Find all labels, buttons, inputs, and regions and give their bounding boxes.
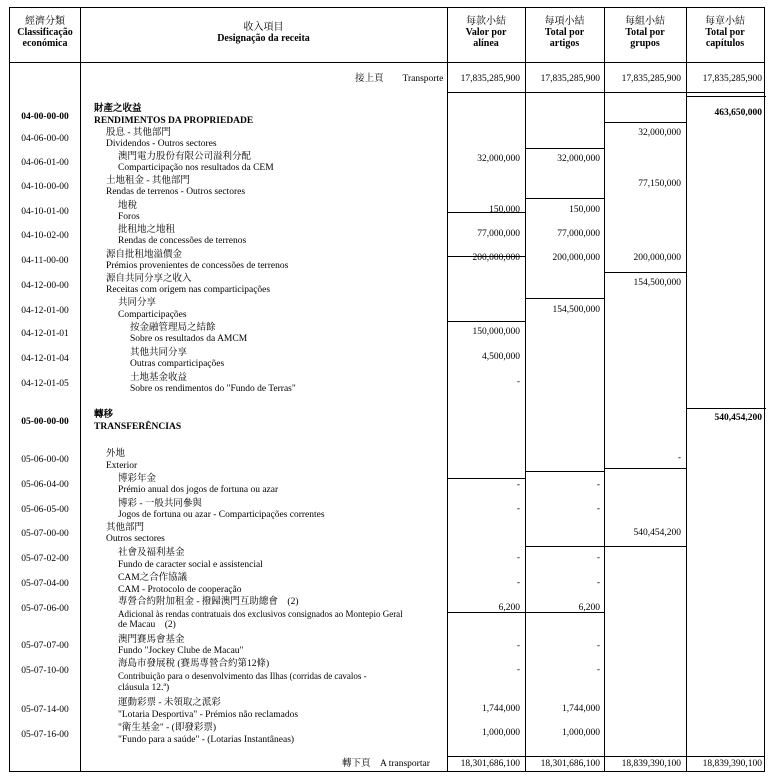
- header-col1: [447, 8, 525, 64]
- item-title-zh: 博彩年金: [118, 474, 157, 484]
- item-title-pt: Exterior: [106, 461, 138, 471]
- header-label-zh: 收入項目: [243, 22, 284, 33]
- item-title-zh: 其他共同分享: [130, 348, 188, 358]
- classification-code: 05-07-06-00: [21, 604, 69, 614]
- group-total: 200,000,000: [633, 253, 681, 263]
- classification-code: 05-07-14-00: [21, 705, 69, 715]
- classification-code: 05-06-04-00: [21, 480, 69, 490]
- article-total: 32,000,000: [557, 154, 600, 164]
- transport-value: 17,835,285,900: [460, 74, 520, 84]
- classification-code: 04-12-00-00: [21, 281, 69, 291]
- classification-code: 05-07-07-00: [21, 641, 69, 651]
- alinea-value: -: [516, 377, 520, 387]
- article-total: 154,500,000: [552, 305, 600, 315]
- item-title-pt: Comparticipação nos resultados da CEM: [118, 163, 274, 173]
- item-title-pt: de Macau (2): [118, 620, 176, 630]
- item-title-zh: 源自批租地溢價金: [106, 250, 183, 260]
- item-title-zh: 股息 - 其他部門: [106, 128, 171, 138]
- column-divider: [80, 8, 81, 771]
- alinea-value: -: [516, 480, 520, 490]
- item-title-pt: "Fundo para a saúde" - (Lotarias Instantâneas): [118, 735, 295, 745]
- item-title-zh: "衛生基金" - (即發彩票): [118, 723, 216, 733]
- header-label-zh: 每款小結: [466, 16, 506, 27]
- item-title-zh: 澳門賽馬會基金: [118, 635, 185, 645]
- item-title-zh: 澳門電力股份有限公司溢利分配: [118, 152, 252, 162]
- item-title-pt: Receitas com origem nas comparticipações: [106, 285, 271, 295]
- item-title-zh: 批租地之地租: [118, 225, 176, 235]
- article-total: 150,000: [569, 205, 600, 215]
- transport-rule: [448, 756, 764, 757]
- item-title-zh: 外地: [106, 449, 126, 459]
- classification-code: 05-06-05-00: [21, 505, 69, 515]
- article-total: -: [596, 553, 600, 563]
- transport-value: 18,301,686,100: [540, 759, 600, 769]
- header-col2: [525, 8, 604, 64]
- classification-code: 04-10-00-00: [21, 182, 69, 192]
- item-title-zh: 博彩 - 一般共同參與: [118, 499, 202, 509]
- column-divider: [686, 8, 687, 771]
- classification-code: 05-00-00-00: [21, 417, 69, 427]
- item-title-zh: 地稅: [118, 201, 138, 211]
- alinea-value: -: [516, 578, 520, 588]
- transport-value: 18,839,390,100: [621, 759, 681, 769]
- transport-value: 18,839,390,100: [702, 759, 762, 769]
- header-designation: [80, 8, 447, 64]
- header-label-pt: artigos: [549, 38, 580, 49]
- item-title-zh: 海島市發展稅 (賽馬專營合約第12條): [118, 659, 270, 669]
- item-title-pt: Fundo de caracter social e assistencial: [118, 560, 263, 570]
- classification-code: 05-07-04-00: [21, 579, 69, 589]
- item-title-zh: 社會及福利基金: [118, 548, 185, 558]
- item-title-zh: 按金融管理局之結餘: [130, 323, 216, 333]
- header-label-pt: capítulos: [705, 38, 745, 49]
- group-total: 32,000,000: [638, 128, 681, 138]
- header-label-pt: económica: [22, 38, 68, 49]
- group-total: -: [677, 453, 681, 463]
- transport-value: 18,301,686,100: [460, 759, 520, 769]
- group-total: 77,150,000: [638, 179, 681, 189]
- item-title-zh: 轉移: [94, 410, 114, 420]
- transport-value: 17,835,285,900: [540, 74, 600, 84]
- item-title-zh: CAM之合作協議: [118, 573, 188, 583]
- item-title-pt: Contribuição para o desenvolvimento das Ilhas (corridas de cavalos -: [118, 671, 367, 681]
- item-title-pt: Prémios provenientes de concessões de terrenos: [106, 261, 289, 271]
- alinea-value: -: [516, 504, 520, 514]
- alinea-value: 200,000,000: [472, 253, 520, 263]
- alinea-value: 150,000,000: [472, 327, 520, 337]
- header-label-zh: 經濟分類: [25, 16, 65, 27]
- header-label-pt: Total por: [625, 27, 665, 38]
- item-title-pt: Sobre os resultados da AMCM: [130, 334, 248, 344]
- item-title-pt: Adicional às rendas contratuais dos exclusivos consignados ao Montepio Geral: [118, 609, 403, 619]
- article-total: 1,000,000: [562, 728, 600, 738]
- alinea-value: -: [516, 641, 520, 651]
- total-underline: [604, 272, 686, 273]
- classification-code: 04-12-01-01: [21, 329, 69, 339]
- group-total: 540,454,200: [633, 528, 681, 538]
- classification-code: 05-06-00-00: [21, 455, 69, 465]
- header-col3: [604, 8, 686, 64]
- classification-code: 05-07-00-00: [21, 529, 69, 539]
- header-label-pt: Total por: [705, 27, 745, 38]
- alinea-value: 6,200: [498, 603, 520, 613]
- transport-label: 接上頁 Transporte: [355, 74, 444, 84]
- classification-code: 04-12-01-05: [21, 379, 69, 389]
- classification-code: 04-12-01-00: [21, 306, 69, 316]
- subtotal-box: [604, 468, 686, 768]
- header-label-zh: 每章小結: [705, 16, 745, 27]
- header-label-zh: 每組小結: [625, 16, 665, 27]
- article-total: -: [596, 504, 600, 514]
- item-title-pt: Comparticipações: [118, 310, 187, 320]
- article-total: -: [596, 665, 600, 675]
- item-title-zh: 財產之收益: [94, 104, 142, 114]
- header-label-zh: 每項小結: [544, 16, 585, 27]
- article-total: -: [596, 480, 600, 490]
- transport-label: 轉下頁 A transportar: [342, 759, 430, 769]
- article-total: 77,000,000: [557, 229, 600, 239]
- alinea-value: 77,000,000: [477, 229, 520, 239]
- header-label-pt: Valor por: [465, 27, 507, 38]
- item-title-zh: 源自共同分享之收入: [106, 274, 192, 284]
- chapter-total: 540,454,200: [714, 413, 762, 423]
- group-total: 154,500,000: [633, 278, 681, 288]
- classification-code: 04-06-01-00: [21, 158, 69, 168]
- classification-code: 04-12-01-04: [21, 354, 69, 364]
- transport-value: 17,835,285,900: [702, 74, 762, 84]
- item-title-pt: Jogos de fortuna ou azar - Comparticipações correntes: [118, 510, 325, 520]
- header-label-pt: grupos: [630, 38, 660, 49]
- item-title-pt: Rendas de terrenos - Outros sectores: [106, 187, 246, 197]
- item-title-pt: Rendas de concessões de terrenos: [118, 236, 247, 246]
- classification-code: 05-07-10-00: [21, 666, 69, 676]
- header-label-pt: Total por: [544, 27, 585, 38]
- alinea-value: 32,000,000: [477, 154, 520, 164]
- subtotal-box: [604, 122, 686, 417]
- alinea-value: 1,744,000: [482, 704, 520, 714]
- article-total: -: [596, 641, 600, 651]
- total-underline: [604, 546, 686, 547]
- item-title-zh: 土地基金收益: [130, 373, 188, 383]
- classification-code: 04-10-02-00: [21, 231, 69, 241]
- alinea-value: 4,500,000: [482, 352, 520, 362]
- item-title-pt: TRANSFERÊNCIAS: [94, 422, 182, 432]
- item-title-pt: cláusula 12.ª): [118, 683, 170, 693]
- classification-code: 04-10-01-00: [21, 207, 69, 217]
- item-title-zh: 土地租金 - 其他部門: [106, 176, 190, 186]
- header-col4: [686, 8, 764, 64]
- item-title-pt: Prémio anual dos jogos de fortuna ou azar: [118, 485, 279, 495]
- classification-code: 04-11-00-00: [21, 256, 69, 266]
- classification-code: 04-06-00-00: [21, 134, 69, 144]
- alinea-value: 1,000,000: [482, 728, 520, 738]
- item-title-pt: "Lotaria Desportiva" - Prémios não reclamados: [118, 710, 299, 720]
- transport-value: 17,835,285,900: [621, 74, 681, 84]
- classification-code: 05-07-16-00: [21, 730, 69, 740]
- item-title-pt: Fundo "Jockey Clube de Macau": [118, 646, 244, 656]
- classification-code: 05-07-02-00: [21, 554, 69, 564]
- alinea-value: -: [516, 665, 520, 675]
- item-title-pt: RENDIMENTOS DA PROPRIEDADE: [94, 116, 254, 126]
- item-title-zh: 共同分享: [118, 298, 157, 308]
- header-label-pt: Designação da receita: [217, 33, 310, 44]
- item-title-pt: Outros sectores: [106, 534, 165, 544]
- article-total: 1,744,000: [562, 704, 600, 714]
- revenue-table: [9, 7, 765, 772]
- item-title-pt: Outras comparticipações: [130, 359, 225, 369]
- classification-code: 04-00-00-00: [21, 112, 69, 122]
- item-title-pt: Foros: [118, 212, 140, 222]
- item-title-pt: CAM - Protocolo de cooperação: [118, 585, 242, 595]
- item-title-pt: Dividendos - Outros sectores: [106, 139, 217, 149]
- alinea-value: 150,000: [489, 205, 520, 215]
- item-title-zh: 運動彩票 - 未領取之派彩: [118, 698, 221, 708]
- transport-rule: [448, 92, 764, 93]
- header-label-pt: alínea: [473, 38, 499, 49]
- item-title-zh: 其他部門: [106, 523, 145, 533]
- header-classification: [10, 8, 80, 64]
- subtotal-box: [447, 478, 525, 768]
- item-title-zh: 專營合約附加租金 - 撥歸澳門互助總會 (2): [118, 597, 299, 607]
- item-title-pt: Sobre os rendimentos do "Fundo de Terras": [130, 384, 296, 394]
- header-label-pt: Classificação: [17, 27, 73, 38]
- article-total: 200,000,000: [552, 253, 600, 263]
- article-total: 6,200: [578, 603, 600, 613]
- article-total: -: [596, 578, 600, 588]
- alinea-value: -: [516, 553, 520, 563]
- chapter-total: 463,650,000: [714, 108, 762, 118]
